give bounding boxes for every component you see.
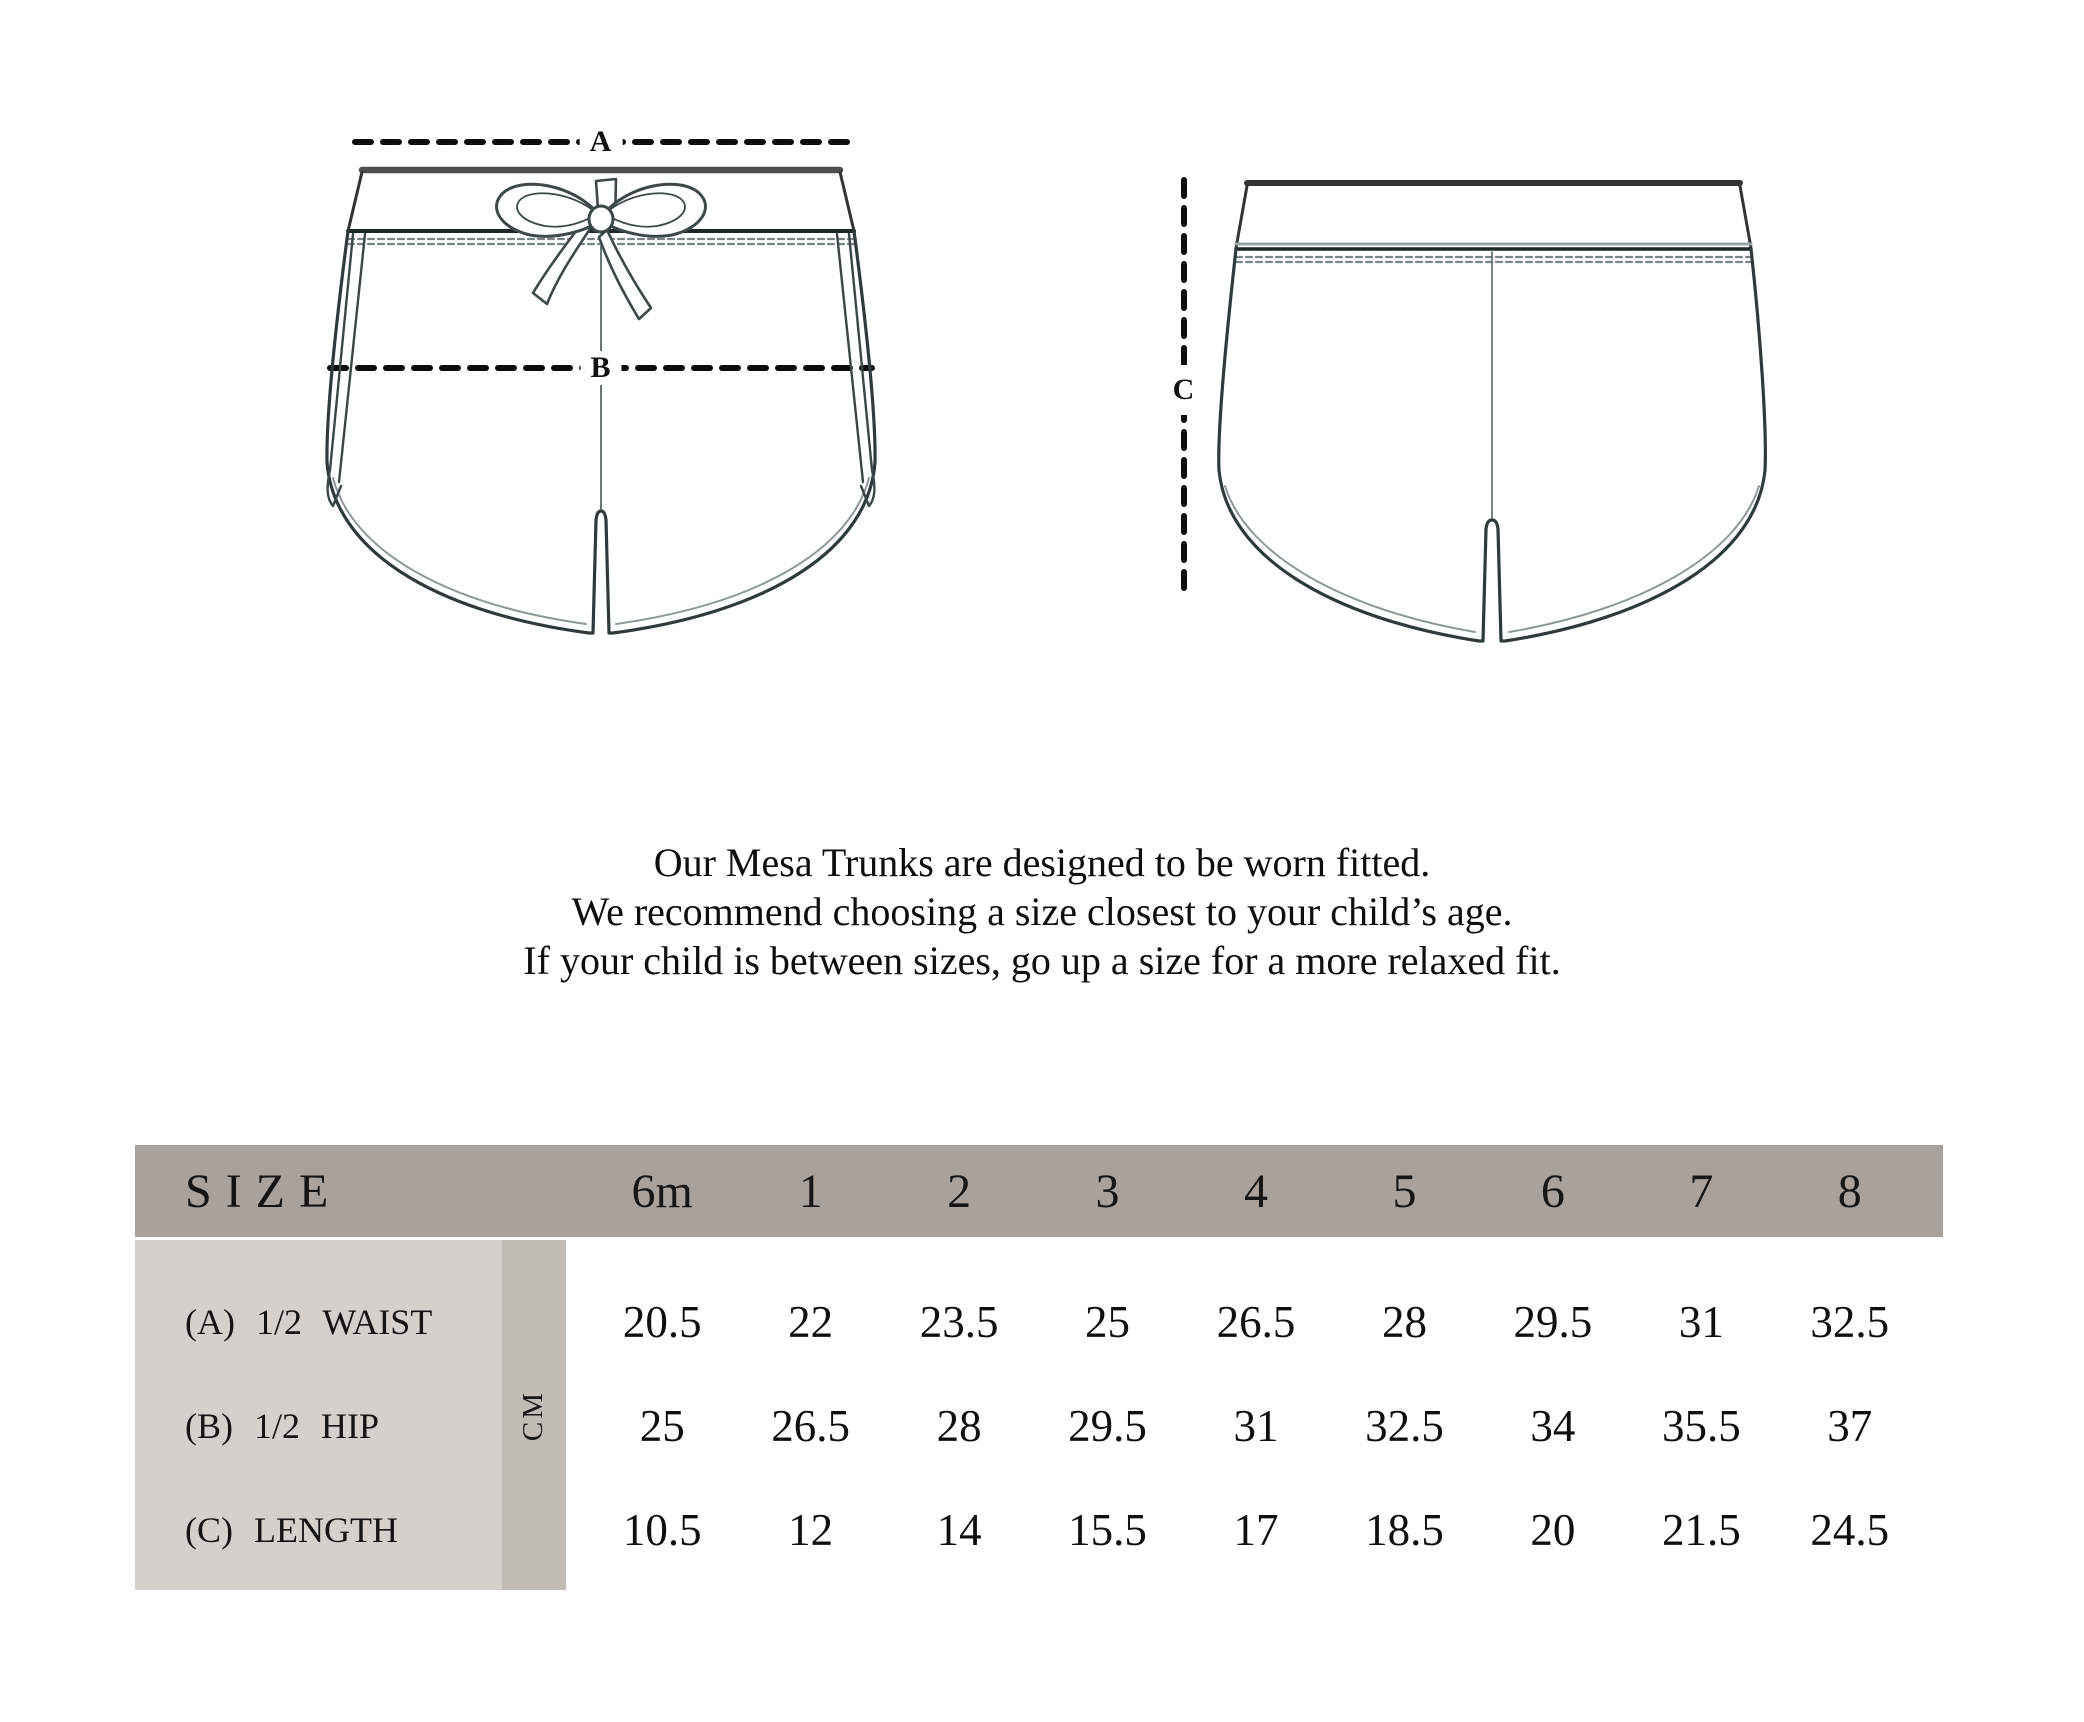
value-cell: 26.5 — [1216, 1297, 1296, 1347]
size-column-header: 8 — [1837, 1164, 1862, 1218]
trunks-diagrams — [0, 0, 2084, 700]
value-cell: 25 — [639, 1401, 685, 1451]
value-cell: 31 — [1678, 1297, 1724, 1347]
size-column-header: 7 — [1689, 1164, 1714, 1218]
value-cell: 18.5 — [1365, 1505, 1444, 1555]
table-row-waist — [135, 1292, 1943, 1352]
unit-label: CM — [517, 1389, 550, 1441]
row-label: (A) 1/2 WAIST — [185, 1302, 433, 1342]
row-label: (B) 1/2 HIP — [185, 1406, 379, 1446]
measurement-label-b: B — [580, 351, 621, 385]
size-column-header: 3 — [1095, 1164, 1120, 1218]
value-cell: 34 — [1530, 1401, 1576, 1451]
value-cell: 37 — [1827, 1401, 1873, 1451]
fit-description-line: Our Mesa Trunks are designed to be worn fitted. — [653, 840, 1431, 885]
value-cell: 32.5 — [1365, 1401, 1444, 1451]
value-cell: 29.5 — [1513, 1297, 1593, 1347]
table-row-hip — [135, 1396, 1943, 1456]
value-cell: 28 — [936, 1401, 982, 1451]
table-row-length — [135, 1500, 1943, 1560]
value-cell: 12 — [788, 1505, 834, 1555]
value-cell: 26.5 — [771, 1401, 851, 1451]
fit-description-line: If your child is between sizes, go up a size for a more relaxed fit. — [523, 938, 1561, 983]
value-cell: 24.5 — [1810, 1505, 1890, 1555]
size-column-header: 6 — [1540, 1164, 1565, 1218]
value-cell: 21.5 — [1661, 1505, 1741, 1555]
row-values — [588, 1292, 1924, 1352]
size-column-headers — [588, 1145, 1924, 1237]
size-column-header: 5 — [1392, 1164, 1417, 1218]
value-cell: 20 — [1530, 1505, 1576, 1555]
value-cell: 10.5 — [622, 1505, 702, 1555]
size-column-header: 6m — [631, 1164, 693, 1218]
value-cell: 23.5 — [919, 1297, 999, 1347]
back-hem-inner-line — [1509, 486, 1759, 632]
fit-description-line: We recommend choosing a size closest to your child’s age. — [571, 889, 1513, 934]
row-label: (C) LENGTH — [185, 1510, 398, 1550]
value-cell: 29.5 — [1068, 1401, 1147, 1451]
value-cell: 32.5 — [1810, 1297, 1890, 1347]
back-hem-inner-line — [1225, 486, 1475, 632]
measurement-label-c: C — [1170, 365, 1199, 415]
row-values — [588, 1396, 1924, 1456]
back-view-drawing — [1184, 180, 1765, 641]
row-values — [588, 1500, 1924, 1560]
value-cell: 28 — [1381, 1297, 1427, 1347]
size-column-header: 1 — [798, 1164, 823, 1218]
value-cell: 22 — [788, 1297, 834, 1347]
front-view-drawing — [327, 142, 875, 633]
size-column-header: 4 — [1243, 1164, 1268, 1218]
size-column-header: 2 — [947, 1164, 972, 1218]
value-cell: 35.5 — [1661, 1401, 1741, 1451]
size-table-title: SIZE — [185, 1165, 343, 1218]
measurement-label-a: A — [580, 125, 623, 159]
size-table-header — [135, 1145, 1943, 1237]
size-table — [135, 1145, 1943, 1590]
value-cell: 17 — [1233, 1505, 1279, 1555]
value-cell: 14 — [936, 1505, 982, 1555]
value-cell: 20.5 — [622, 1297, 702, 1347]
back-waistband — [1236, 183, 1751, 262]
value-cell: 31 — [1233, 1401, 1279, 1451]
fit-description — [0, 838, 2084, 985]
value-cell: 25 — [1085, 1297, 1131, 1347]
value-cell: 15.5 — [1068, 1505, 1147, 1555]
